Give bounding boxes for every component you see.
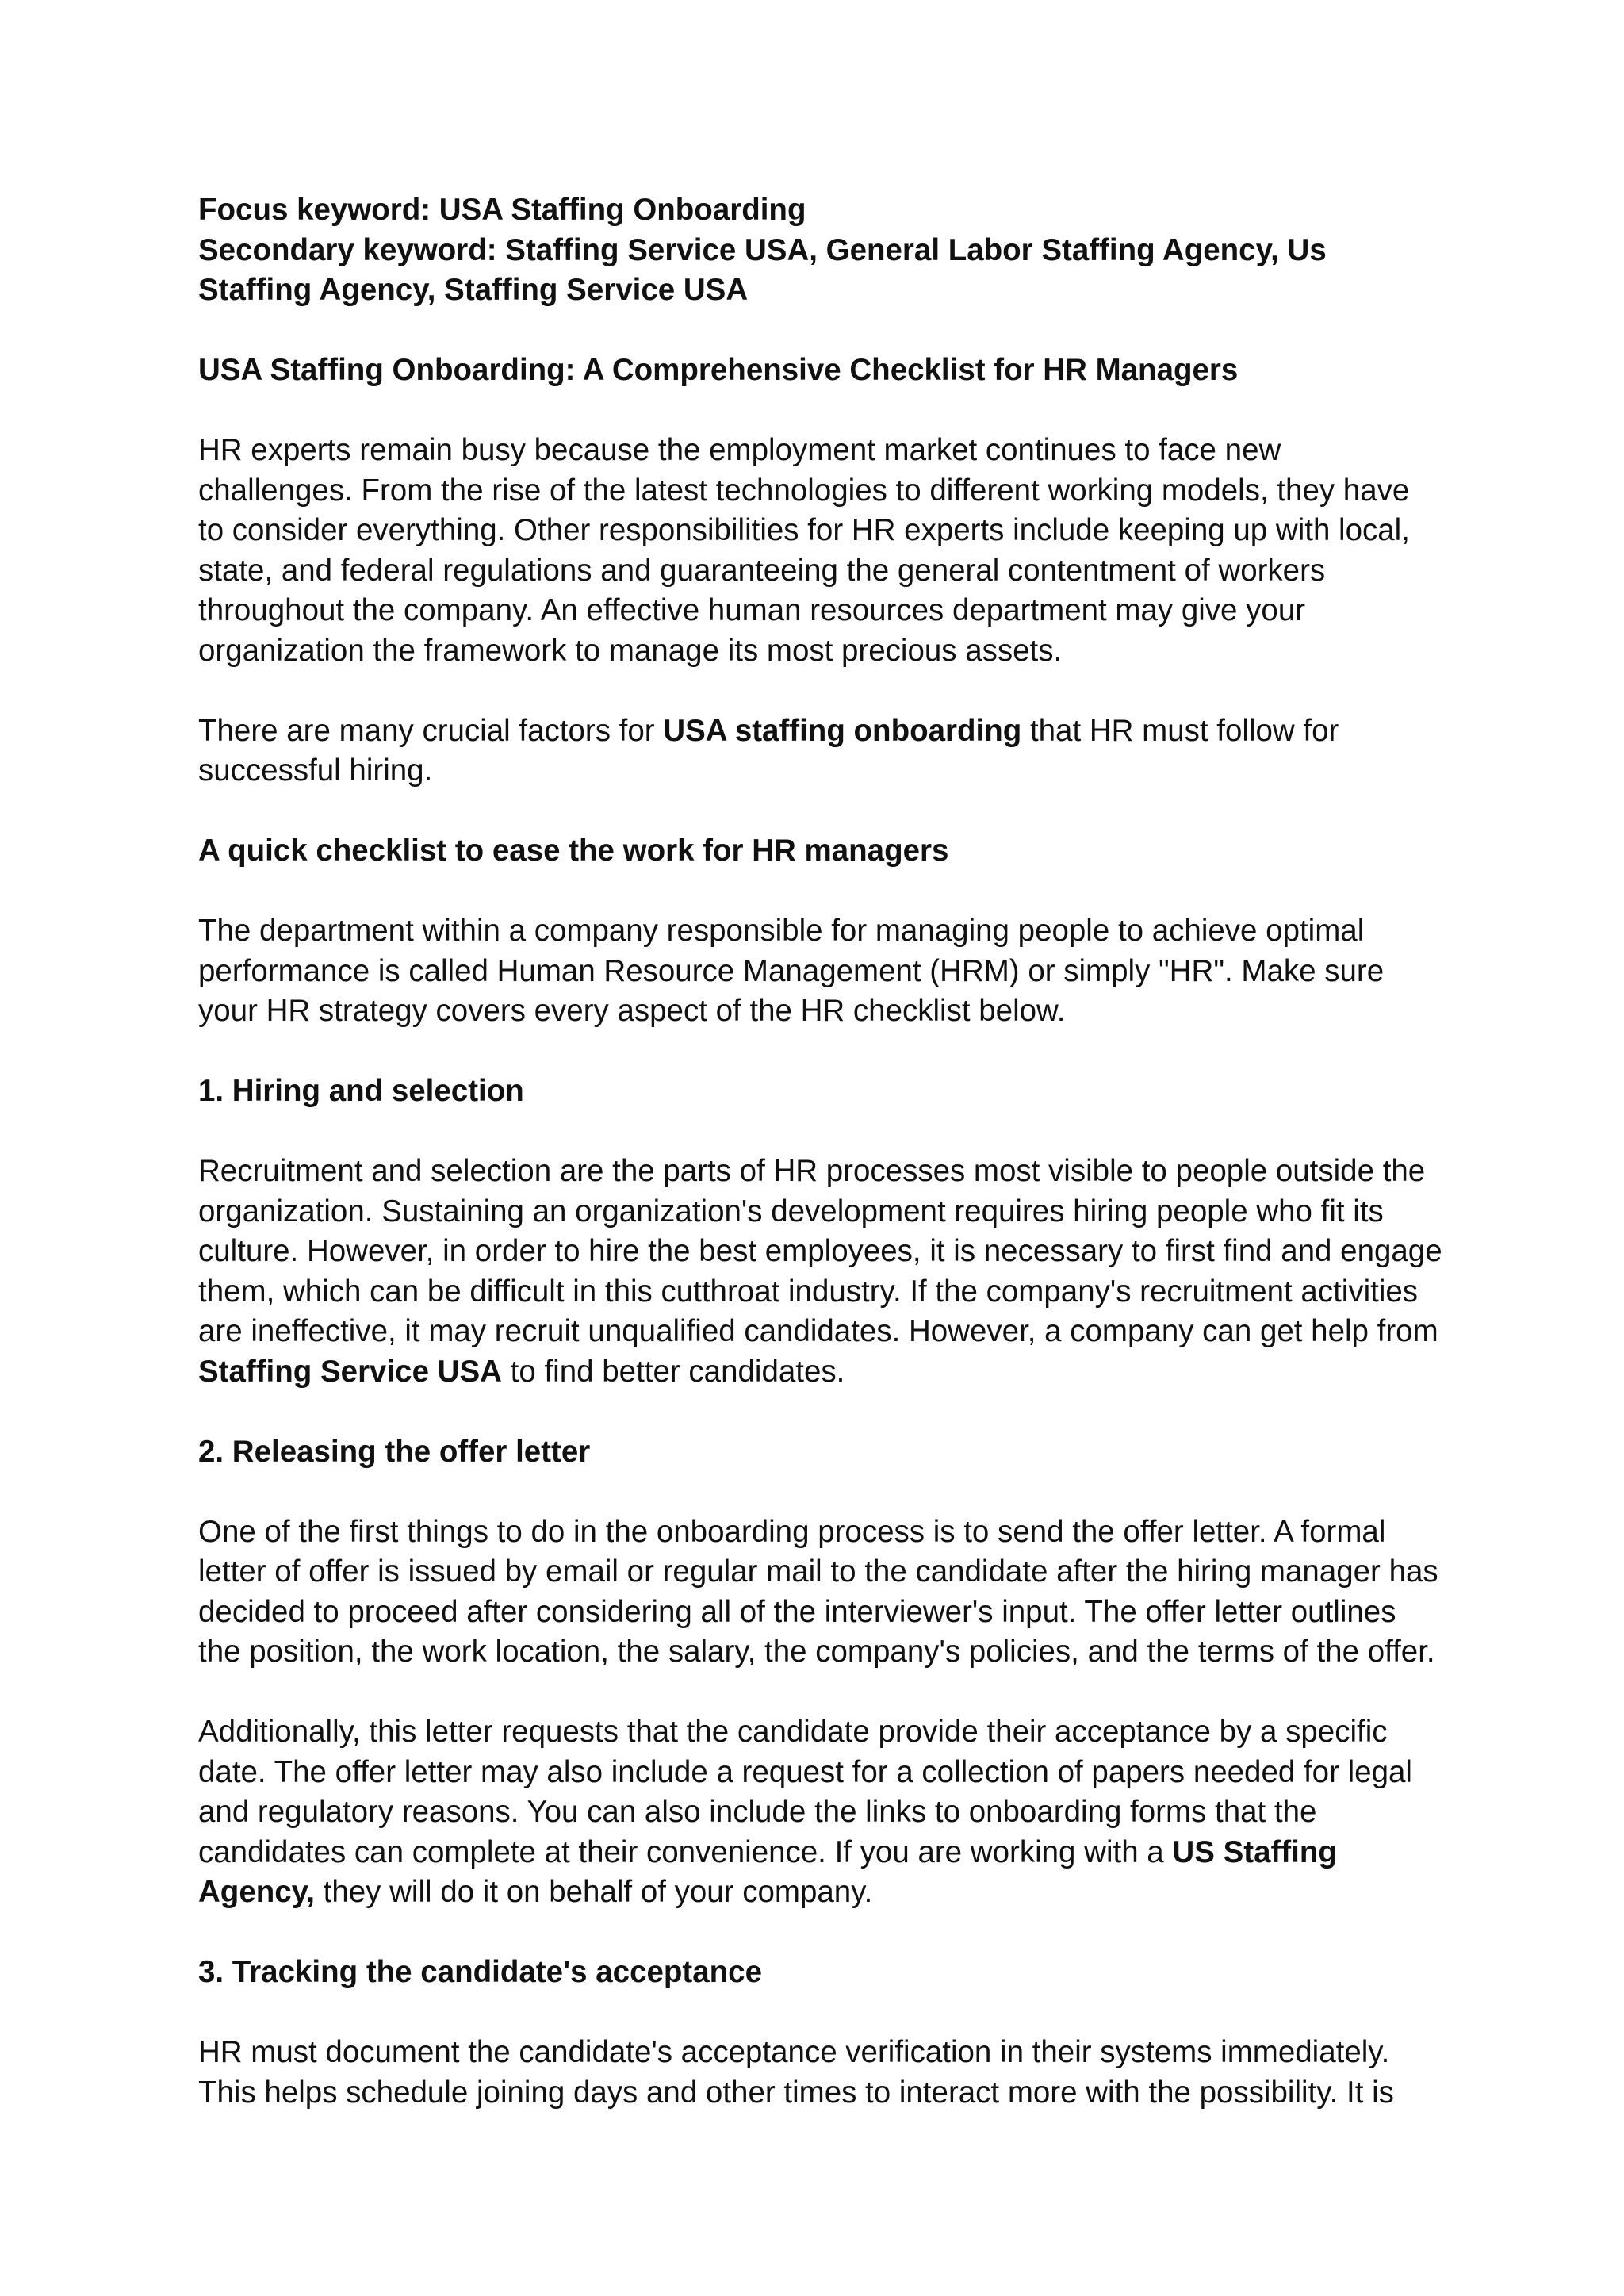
factors-text-before: There are many crucial factors for xyxy=(198,713,664,748)
article-title: USA Staffing Onboarding: A Comprehensive Checklist for HR Managers xyxy=(198,353,1239,387)
section-2-text-before: Additionally, this letter requests that the candidate provide their acceptance by a specific date. The offer letter may also include a request for a collection of papers needed for legal and regulatory reasons. You can also include the links to onboarding forms that the candidates can complete at their convenience. If you are working with a xyxy=(198,1715,1412,1869)
intro-paragraph: HR experts remain busy because the employment market continues to face new challenges. From the rise of the latest technologies to different working models, they have to consider everything. Other responsibilities for HR experts include keeping up with local, state, and federal regulations and guaranteeing the general contentment of workers throughout the company. An effective human resources department may give your organization the framework to manage its most precious assets. xyxy=(198,433,1410,668)
keyword-block xyxy=(198,190,1443,311)
section-1-text-before: Recruitment and selection are the parts of HR processes most visible to people outside the organization. Sustaining an organization's development requires hiring people who fit its culture. However, in order to hire the best employees, it is necessary to first find and engage them, which can be difficult in this cutthroat industry. If the company's recruitment activities are ineffective, it may recruit unqualified candidates. However, a company can get help from xyxy=(198,1154,1442,1348)
section-1-keyword: Staffing Service USA xyxy=(198,1354,502,1389)
section-2-heading: 2. Releasing the offer letter xyxy=(198,1434,591,1469)
section-3-heading: 3. Tracking the candidate's acceptance xyxy=(198,1955,763,1989)
secondary-keyword: Secondary keyword: Staffing Service USA, General Labor Staffing Agency, Us Staffing Agency, Staffing Service USA xyxy=(198,232,1327,307)
section-1-paragraph xyxy=(198,1152,1443,1392)
section-2-paragraph-2 xyxy=(198,1712,1443,1913)
section-1-text-after: to find better candidates. xyxy=(501,1354,845,1389)
focus-keyword: Focus keyword: USA Staffing Onboarding xyxy=(198,193,806,227)
factors-text-after: that HR must follow for successful hiring. xyxy=(198,713,1339,788)
section-1-heading: 1. Hiring and selection xyxy=(198,1074,524,1108)
section-2-paragraph-1: One of the first things to do in the onboarding process is to send the offer letter. A formal letter of offer is issued by email or regular mail to the candidate after the hiring manager has decided to proceed after considering all of the interviewer's input. The offer letter outlines the position, the work location, the salary, the company's policies, and the terms of the offer. xyxy=(198,1514,1438,1669)
factors-keyword: USA staffing onboarding xyxy=(663,713,1022,748)
checklist-intro-paragraph: The department within a company responsible for managing people to achieve optimal performance is called Human Resource Management (HRM) or simply "HR". Make sure your HR strategy covers every aspect of the HR checklist below. xyxy=(198,914,1385,1028)
checklist-heading: A quick checklist to ease the work for HR managers xyxy=(198,834,949,868)
document-page xyxy=(198,190,1443,2153)
section-2-text-after: they will do it on behalf of your company. xyxy=(314,1875,873,1909)
section-2-keyword: US Staffing Agency, xyxy=(198,1834,1337,1909)
factors-paragraph xyxy=(198,711,1443,792)
section-3-paragraph: HR must document the candidate's acceptance verification in their systems immediately. This helps schedule joining days and other times to interact more with the possibility. It is xyxy=(198,2035,1394,2110)
